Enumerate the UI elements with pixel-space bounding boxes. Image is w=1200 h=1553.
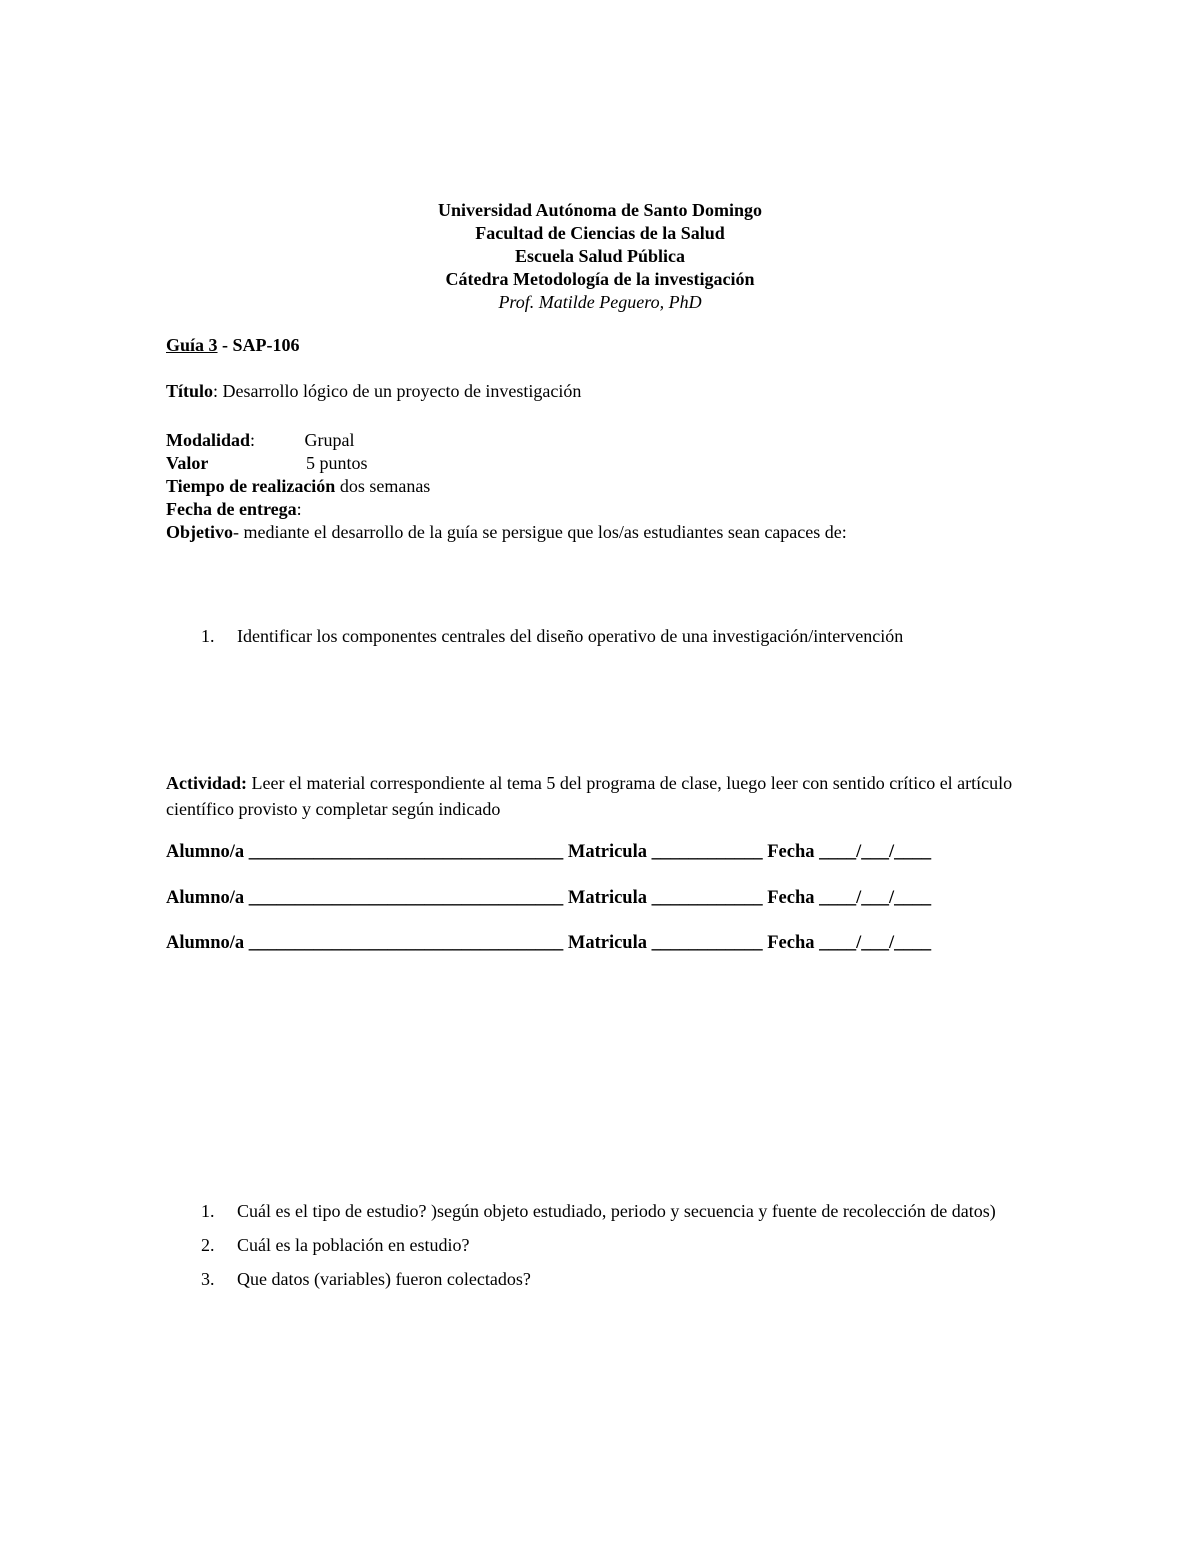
question-item [166,1194,1046,1228]
chair-name: Cátedra Metodología de la investigación [445,269,755,289]
objective-value: - mediante el desarrollo de la guía se persigue que los/as estudiantes sean capaces de: [233,522,847,542]
activity-paragraph [166,770,1046,822]
modality-line [166,429,847,452]
modality-label: Modalidad [166,430,251,450]
activity-label: Actividad: [166,773,247,793]
title-label: Título [166,381,214,401]
guide-code: SAP-106 [232,335,300,355]
question-number: 1. [201,1201,215,1221]
student-row: Alumno/a __________________________________ Matricula ____________ Fecha ____/___/____ [166,842,932,862]
question-text: Que datos (variables) fueron colectados? [237,1269,531,1289]
question-text: Cuál es la población en estudio? [237,1235,470,1255]
question-item [166,1262,1046,1296]
guide-separator: - [217,335,233,355]
questions-list [166,1194,1046,1296]
objective-item-number: 1. [201,626,215,646]
time-label: Tiempo de realización [166,476,336,496]
title-value: : Desarrollo lógico de un proyecto de investigación [213,381,582,401]
question-number: 3. [201,1269,215,1289]
title-line [166,381,581,402]
objective-label: Objetivo [166,522,233,542]
question-item [166,1228,1046,1262]
guide-heading [166,335,300,356]
due-date-value: : [296,499,302,519]
value-value: 5 puntos [306,453,368,473]
objectives-list [166,626,1046,647]
student-row: Alumno/a __________________________________ Matricula ____________ Fecha ____/___/____ [166,888,932,908]
faculty-name: Facultad de Ciencias de la Salud [475,223,725,243]
activity-text: Leer el material correspondiente al tema 5 del programa de clase, luego leer con sentido crítico el artículo científico provisto y completar según indicado [166,773,1013,819]
guide-label: Guía 3 [166,335,218,355]
question-text: Cuál es el tipo de estudio? )según objeto estudiado, periodo y secuencia y fuente de recolección de datos) [237,1201,996,1221]
due-date-label: Fecha de entrega [166,499,297,519]
professor-name: Prof. Matilde Peguero, PhD [498,292,702,312]
objective-line [166,521,847,544]
school-name: Escuela Salud Pública [514,246,686,266]
modality-value: : Grupal [250,430,355,450]
value-line [166,452,847,475]
objective-item-text: Identificar los componentes centrales del diseño operativo de una investigación/intervención [237,626,904,646]
meta-block [166,429,847,544]
due-date-line [166,498,847,521]
student-row: Alumno/a __________________________________ Matricula ____________ Fecha ____/___/____ [166,933,932,953]
time-value: dos semanas [335,476,431,496]
document-header [0,199,1200,314]
university-name: Universidad Autónoma de Santo Domingo [437,200,763,220]
value-label: Valor [166,453,209,473]
question-number: 2. [201,1235,215,1255]
objective-item [166,626,1046,647]
time-line [166,475,847,498]
